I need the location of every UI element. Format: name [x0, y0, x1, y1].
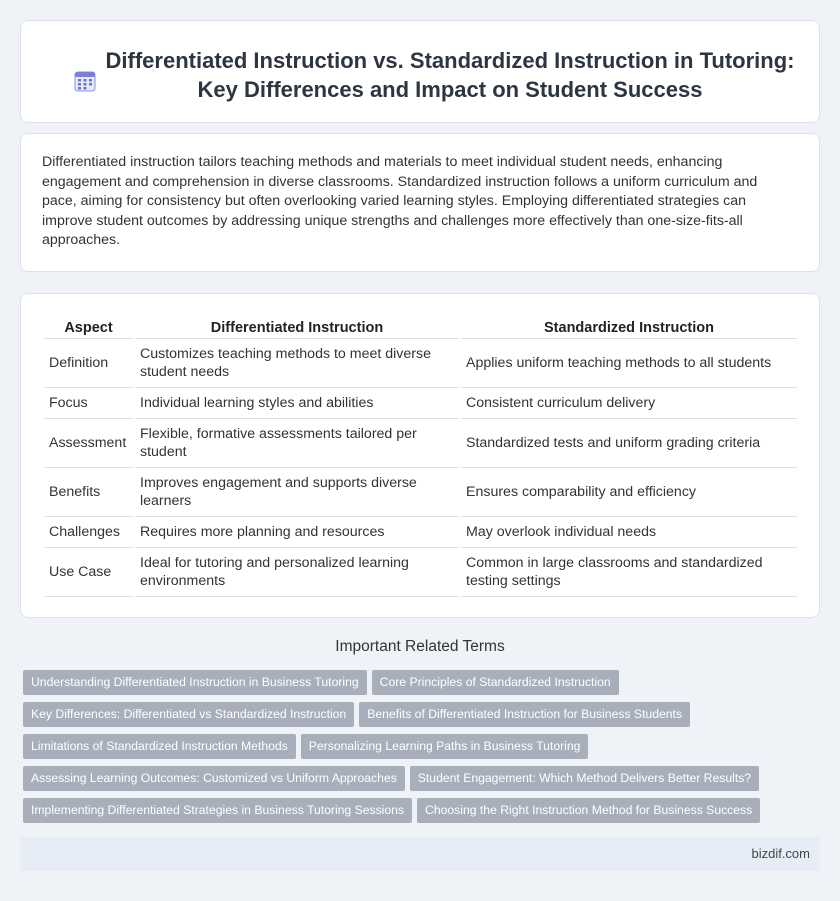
table-row	[44, 388, 797, 419]
header-standardized: Standardized Instruction	[461, 314, 797, 339]
related-term-tag[interactable]: Benefits of Differentiated Instruction for Business Students	[359, 702, 690, 727]
table-row	[44, 548, 797, 597]
header-aspect: Aspect	[44, 314, 133, 339]
footer	[20, 837, 820, 871]
footer-site-link[interactable]: bizdif.com	[751, 846, 810, 861]
cell-differentiated: Individual learning styles and abilities	[135, 388, 459, 419]
table-row	[44, 339, 797, 388]
comparison-card	[20, 293, 820, 618]
table-header-row	[44, 314, 797, 339]
cell-standardized: May overlook individual needs	[461, 517, 797, 548]
related-terms-heading: Important Related Terms	[335, 638, 505, 655]
cell-aspect: Definition	[44, 339, 133, 388]
calendar-icon	[73, 69, 97, 93]
cell-aspect: Use Case	[44, 548, 133, 597]
related-term-tag[interactable]: Personalizing Learning Paths in Business Tutoring	[301, 734, 589, 759]
cell-differentiated: Requires more planning and resources	[135, 517, 459, 548]
cell-differentiated: Flexible, formative assessments tailored per student	[135, 419, 459, 468]
related-term-tag[interactable]: Assessing Learning Outcomes: Customized vs Uniform Approaches	[23, 766, 405, 791]
cell-standardized: Applies uniform teaching methods to all students	[461, 339, 797, 388]
cell-standardized: Consistent curriculum delivery	[461, 388, 797, 419]
cell-differentiated: Customizes teaching methods to meet diverse student needs	[135, 339, 459, 388]
cell-aspect: Assessment	[44, 419, 133, 468]
related-term-tag[interactable]: Implementing Differentiated Strategies in Business Tutoring Sessions	[23, 798, 412, 823]
cell-standardized: Ensures comparability and efficiency	[461, 468, 797, 517]
cell-standardized: Common in large classrooms and standardized testing settings	[461, 548, 797, 597]
intro-paragraph: Differentiated instruction tailors teaching methods and materials to meet individual student needs, enhancing engagement and comprehension in diverse classrooms. Standardized instruction follows a uniform curriculum and pace, aiming for consistency but often overlooking varied learning styles. Employing differentiated strategies can improve student outcomes by addressing unique strengths and challenges more effectively than one-size-fits-all approaches.	[42, 154, 758, 249]
cell-aspect: Benefits	[44, 468, 133, 517]
table-row	[44, 468, 797, 517]
table-row	[44, 517, 797, 548]
related-term-tag[interactable]: Choosing the Right Instruction Method for Business Success	[417, 798, 760, 823]
related-term-tag[interactable]: Understanding Differentiated Instruction in Business Tutoring	[23, 670, 367, 695]
table-row	[44, 419, 797, 468]
header-differentiated: Differentiated Instruction	[135, 314, 459, 339]
page-title: Differentiated Instruction vs. Standardized Instruction in Tutoring: Key Differences and Impact on Student Success	[105, 48, 795, 102]
title-card	[20, 20, 820, 123]
intro-card	[20, 133, 820, 272]
related-term-tag[interactable]: Limitations of Standardized Instruction Methods	[23, 734, 296, 759]
related-term-tag[interactable]: Core Principles of Standardized Instruction	[372, 670, 619, 695]
cell-differentiated: Ideal for tutoring and personalized learning environments	[135, 548, 459, 597]
related-term-tag[interactable]: Student Engagement: Which Method Delivers Better Results?	[410, 766, 759, 791]
cell-differentiated: Improves engagement and supports diverse learners	[135, 468, 459, 517]
comparison-table	[42, 314, 799, 597]
cell-aspect: Challenges	[44, 517, 133, 548]
related-term-tag[interactable]: Key Differences: Differentiated vs Standardized Instruction	[23, 702, 354, 727]
related-terms-list	[23, 670, 823, 830]
cell-standardized: Standardized tests and uniform grading criteria	[461, 419, 797, 468]
cell-aspect: Focus	[44, 388, 133, 419]
